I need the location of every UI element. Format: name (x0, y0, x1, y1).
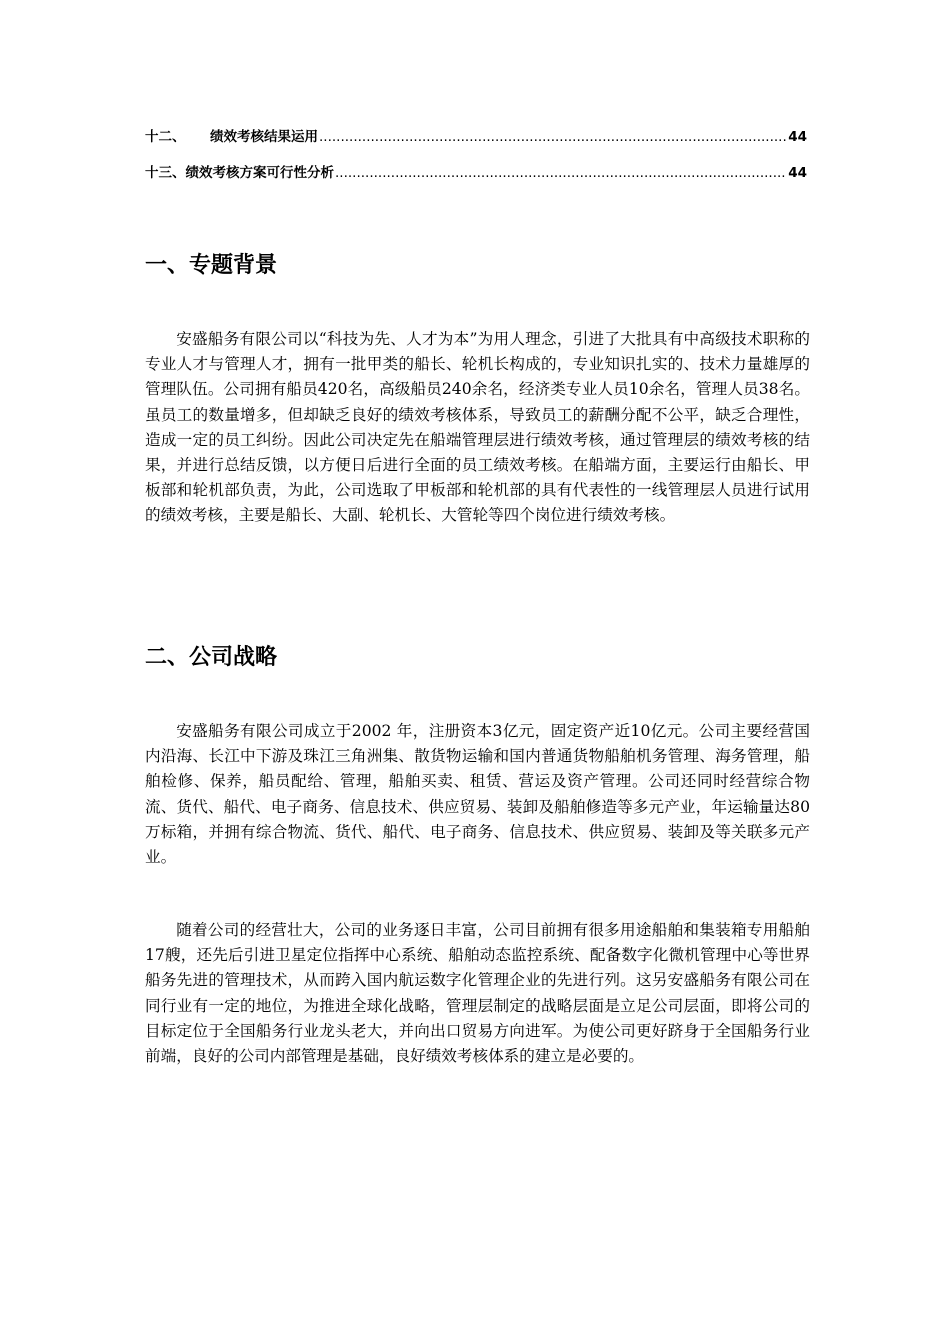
body-paragraph: 安盛船务有限公司成立于2002 年，注册资本3亿元，固定资产近10亿元。公司主要经营国内沿海、长江中下游及珠江三角洲集、散货物运输和国内普通货物船舶机务管理、海务管理，船舶检修、保养，船员配给、管理，船舶买卖、租赁、营运及资产管理。公司还同时经营综合物流、货代、船代、电子商务、信息技术、供应贸易、装卸及船舶修造等多元产业，年运输量达80万标箱，并拥有综合物流、货代、船代、电子商务、信息技术、供应贸易、装卸及等关联多元产业。 (145, 722, 810, 867)
toc-leader-dots (319, 127, 787, 147)
body-paragraph: 随着公司的经营壮大，公司的业务逐日丰富，公司目前拥有很多用途船舶和集装箱专用船舶17艘，还先后引进卫星定位指挥中心系统、船舶动态监控系统、配备数字化微机管理中心等世界船务先进的管理技术，从而跨入国内航运数字化管理企业的先进行列。这另安盛船务有限公司在同行业有一定的地位，为推进全球化战略，管理层制定的战略层面是立足公司层面，即将公司的目标定位于全国船务行业龙头老大，并向出口贸易方向进军。为使公司更好跻身于全国船务行业前端，良好的公司内部管理是基础，良好绩效考核体系的建立是必要的。 (145, 921, 810, 1066)
toc-entry[interactable] (145, 163, 807, 183)
toc-leader-dots (335, 163, 787, 183)
toc-entry-number: 十三、 (145, 165, 186, 181)
body-paragraph: 安盛船务有限公司以“科技为先、人才为本”为用人理念，引进了大批具有中高级技术职称的专业人才与管理人才，拥有一批甲类的船长、轮机长构成的，专业知识扎实的、技术力量雄厚的管理队伍。公司拥有船员420名，高级船员240余名，经济类专业人员10余名，管理人员38名。虽员工的数量增多，但却缺乏良好的绩效考核体系，导致员工的薪酬分配不公平，缺乏合理性，造成一定的员工纠纷。因此公司决定先在船端管理层进行绩效考核，通过管理层的绩效考核的结果，并进行总结反馈，以方便日后进行全面的员工绩效考核。在船端方面，主要运行由船长、甲板部和轮机部负责，为此，公司选取了甲板部和轮机部的具有代表性的一线管理层人员进行试用的绩效考核，主要是船长、大副、轮机长、大管轮等四个岗位进行绩效考核。 (145, 330, 810, 525)
toc-entry-number: 十二、 (145, 129, 186, 145)
toc-entry-page: 44 (788, 165, 807, 181)
toc-entry-page: 44 (788, 129, 807, 145)
section-heading: 二、公司战略 (145, 645, 278, 670)
section-heading: 一、专题背景 (145, 253, 278, 278)
toc-entry-title: 绩效考核方案可行性分析 (185, 165, 334, 181)
toc-entry[interactable] (145, 127, 807, 147)
toc-entry-title: 绩效考核结果运用 (210, 129, 318, 145)
